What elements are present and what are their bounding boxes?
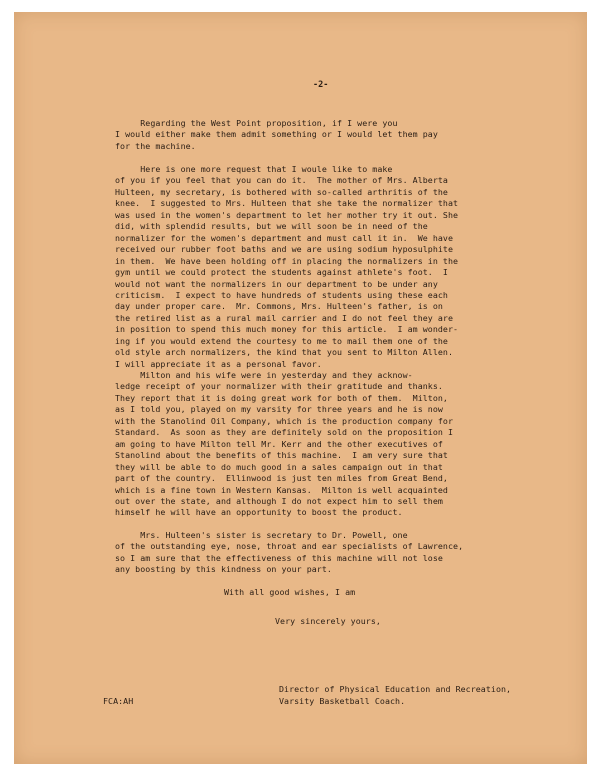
text-line: of the outstanding eye, nose, throat and ear specialists of Lawrence,	[115, 541, 464, 552]
text-line: they will be able to do much good in a sales campaign out in that	[115, 461, 443, 472]
page-number: -2-	[313, 80, 329, 90]
text-line: am going to have Milton tell Mr. Kerr and the other executives of	[115, 438, 443, 449]
text-line: ing if you would extend the courtesy to me to mail them one of the	[115, 335, 448, 346]
signature-title-line-1: Director of Physical Education and Recreation,	[279, 684, 512, 694]
text-line: for the machine.	[115, 140, 196, 151]
closing-salutation: Very sincerely yours,	[275, 616, 381, 626]
text-line: gym until we could protect the students against athlete's foot. I	[115, 267, 448, 278]
text-line: out over the state, and although I do not expect him to sell them	[115, 495, 443, 506]
text-line: day under proper care. Mr. Commons, Mrs. Hulteen's father, is on	[115, 301, 443, 312]
text-line: Standard. As soon as they are definitely sold on the proposition I	[115, 427, 454, 438]
text-line: Mrs. Hulteen's sister is secretary to Dr. Powell, one	[115, 530, 408, 540]
signature-title-line-2: Varsity Basketball Coach.	[279, 696, 406, 706]
text-line: received our rubber foot baths and we are using sodium hyposulphite	[115, 244, 454, 255]
text-line: ledge receipt of your normalizer with their gratitude and thanks.	[115, 381, 443, 392]
paragraph-request	[115, 164, 458, 370]
text-line: in position to spend this much money for this article. I am wonder-	[115, 324, 459, 335]
text-line: in them. We have been holding off in placing the normalizers in the	[115, 255, 459, 266]
text-line: Hulteen, my secretary, is bothered with so-called arthritis of the	[115, 186, 448, 197]
text-line: Regarding the West Point proposition, if I were you	[115, 118, 398, 128]
text-line: with the Stanolind Oil Company, which is the production company for	[115, 415, 454, 426]
paragraph-milton	[115, 370, 453, 519]
text-line: criticism. I expect to have hundreds of students using these each	[115, 289, 448, 300]
letter-page	[14, 12, 587, 764]
text-line: which is a fine town in Western Kansas. Milton is well acquainted	[115, 484, 448, 495]
text-line: Here is one more request that I woule like to make	[115, 164, 393, 174]
text-line: Stanolind about the benefits of this machine. I am very sure that	[115, 450, 448, 461]
text-line: of you if you feel that you can do it. The mother of Mrs. Alberta	[115, 175, 448, 186]
text-line: so I am sure that the effectiveness of this machine will not lose	[115, 552, 443, 563]
closing-wishes: With all good wishes, I am	[224, 587, 356, 597]
text-line: himself he will have an opportunity to boost the product.	[115, 507, 403, 518]
text-line: old style arch normalizers, the kind that you sent to Milton Allen.	[115, 347, 454, 358]
text-line: as I told you, played on my varsity for three years and he is now	[115, 404, 443, 415]
text-line: any boosting by this kindness on your part.	[115, 564, 332, 575]
text-line: They report that it is doing great work for both of them. Milton,	[115, 392, 448, 403]
text-line: I will appreciate it as a personal favor.	[115, 358, 322, 369]
typist-initials: FCA:AH	[103, 696, 134, 706]
text-line: did, with splendid results, but we will soon be in need of the	[115, 221, 428, 232]
paragraph-west-point	[115, 118, 438, 152]
text-line: normalizer for the women's department and must call it in. We have	[115, 232, 454, 243]
text-line: would not want the normalizers in our department to be under any	[115, 278, 438, 289]
paragraph-sister	[115, 530, 463, 576]
text-line: Milton and his wife were in yesterday and they acknow-	[115, 370, 413, 380]
text-line: knee. I suggested to Mrs. Hulteen that she take the normalizer that	[115, 198, 459, 209]
text-line: was used in the women's department to let her mother try it out. She	[115, 209, 459, 220]
text-line: I would either make them admit something or I would let them pay	[115, 129, 438, 140]
text-line: part of the country. Ellinwood is just ten miles from Great Bend,	[115, 473, 448, 484]
text-line: the retired list as a rural mail carrier and I do not feel they are	[115, 312, 454, 323]
